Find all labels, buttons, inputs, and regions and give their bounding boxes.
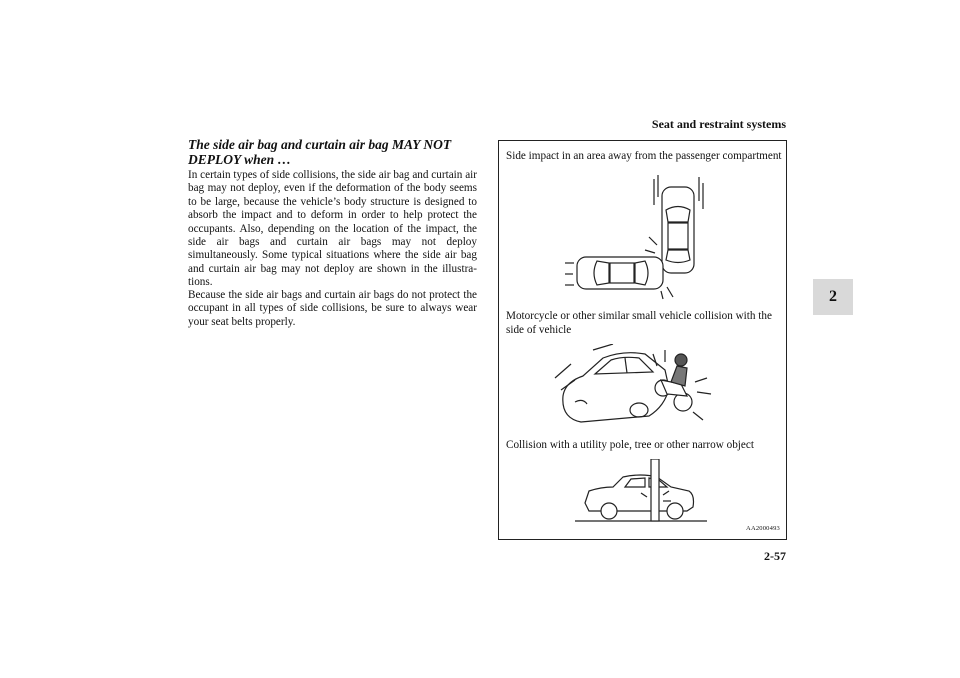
body-paragraph-1: In certain types of side collisions, the side air bag and curtain air bag may not deploy, even if the deformation of the body seems to be large, because the vehicle’s body structure is designed to absorb the impact and to deform in order to help protect the occupants. Also, depending on the location of the impact, the side air bags and curtain air bags may not deploy simultaneously. Some typical situations where the side air bag and curtain air bag may not deploy are shown in the illustra-tions. [188, 169, 477, 289]
body-paragraph-2: Because the side air bags and curtain air bags do not protect the occupant in all types of side collisions, be sure to always wear your seat belts properly. [188, 289, 477, 328]
caption-side-impact: Side impact in an area away from the passenger compartment [506, 150, 782, 162]
section-heading: The side air bag and curtain air bag MAY NOT DEPLOY when … [188, 137, 452, 167]
caption-motorcycle-collision: Motorcycle or other similar small vehicle collision with the side of vehicle [506, 310, 772, 336]
chapter-number: 2 [829, 288, 837, 305]
side-impact-illustration [565, 175, 715, 300]
motorcycle-collision-illustration [553, 344, 713, 426]
chapter-tab [813, 279, 853, 315]
utility-pole-collision-illustration [571, 459, 711, 525]
illustration-panel [498, 140, 787, 540]
page-number: 2-57 [764, 549, 786, 563]
running-header: Seat and restraint systems [651, 117, 786, 131]
figure-code: AA2000493 [746, 525, 780, 532]
caption-utility-pole-collision: Collision with a utility pole, tree or other narrow object [506, 439, 754, 451]
